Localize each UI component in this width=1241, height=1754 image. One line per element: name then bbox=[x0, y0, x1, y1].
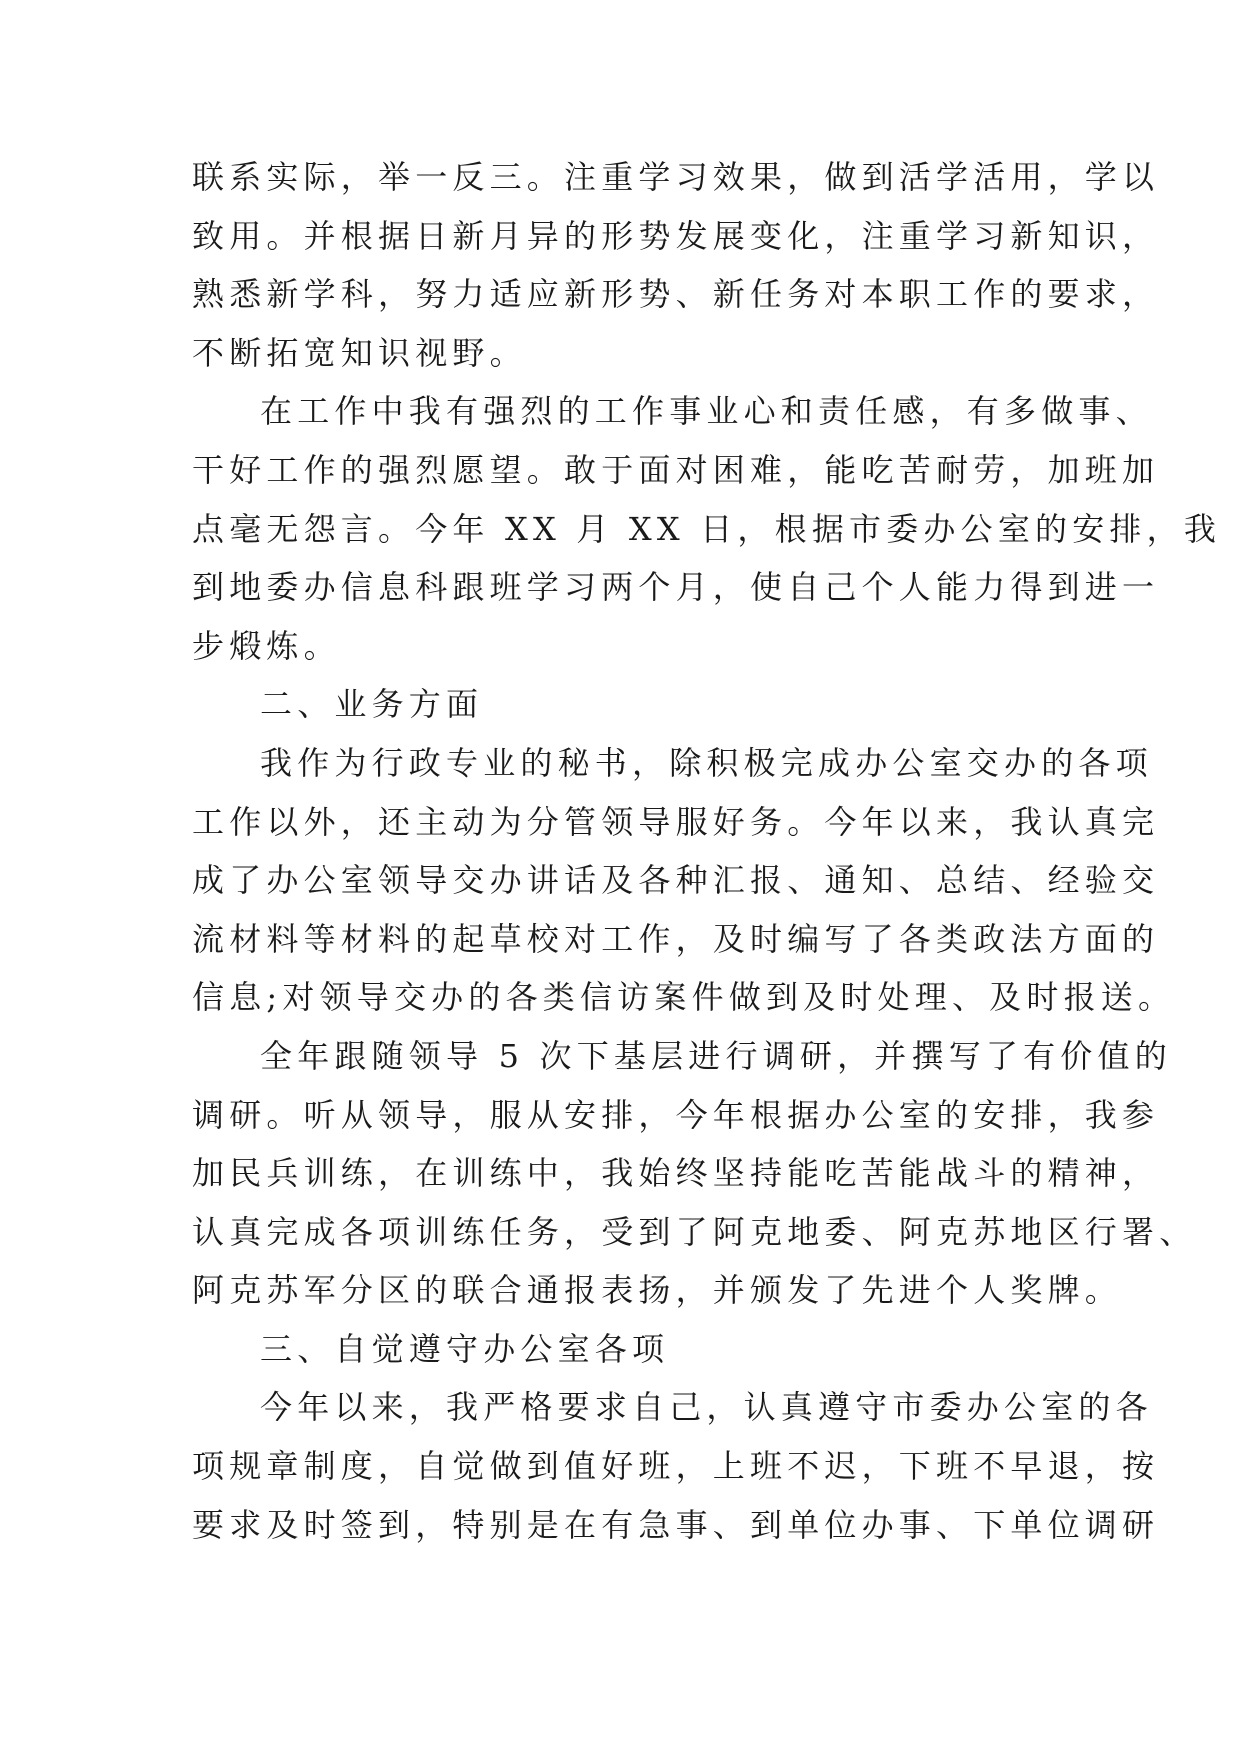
section-heading: 二、业务方面 bbox=[260, 685, 484, 724]
text-line: 到地委办信息科跟班学习两个月，使自己个人能力得到进一 bbox=[192, 568, 1160, 607]
text-line: 认真完成各项训练任务，受到了阿克地委、阿克苏地区行署、 bbox=[192, 1212, 1197, 1251]
text-line: 要求及时签到，特别是在有急事、到单位办事、下单位调研 bbox=[192, 1505, 1160, 1544]
text-line: 联系实际，举一反三。注重学习效果，做到活学活用，学以 bbox=[192, 158, 1160, 196]
text-line: 流材料等材料的起草校对工作，及时编写了各类政法方面的 bbox=[192, 919, 1160, 958]
text-line: 干好工作的强烈愿望。敢于面对困难，能吃苦耐劳，加班加 bbox=[192, 450, 1160, 489]
text-line: 加民兵训练，在训练中，我始终坚持能吃苦能战斗的精神， bbox=[192, 1154, 1160, 1193]
paragraph-start-line: 今年以来，我严格要求自己，认真遵守市委办公室的各 bbox=[260, 1388, 1153, 1427]
paragraph-start-line: 在工作中我有强烈的工作事业心和责任感，有多做事、 bbox=[260, 392, 1153, 431]
text-line: 点毫无怨言。今年 XX 月 XX 日，根据市委办公室的安排，我 bbox=[192, 509, 1222, 548]
text-line: 致用。并根据日新月异的形势发展变化，注重学习新知识， bbox=[192, 216, 1160, 255]
text-line: 不断拓宽知识视野。 bbox=[192, 333, 527, 372]
paragraph-start-line: 我作为行政专业的秘书，除积极完成办公室交办的各项 bbox=[260, 743, 1153, 782]
text-line: 熟悉新学科，努力适应新形势、新任务对本职工作的要求， bbox=[192, 275, 1160, 314]
text-line: 成了办公室领导交办讲话及各种汇报、通知、总结、经验交 bbox=[192, 861, 1160, 900]
text-line: 调研。听从领导，服从安排，今年根据办公室的安排，我参 bbox=[192, 1095, 1160, 1134]
text-line: 步煅炼。 bbox=[192, 626, 341, 665]
text-line: 项规章制度，自觉做到值好班，上班不迟，下班不早退，按 bbox=[192, 1447, 1160, 1486]
document-body bbox=[192, 148, 1222, 1554]
paragraph-start-line: 全年跟随领导 5 次下基层进行调研，并撰写了有价值的 bbox=[260, 1036, 1172, 1075]
text-line: 阿克苏军分区的联合通报表扬，并颁发了先进个人奖牌。 bbox=[192, 1271, 1123, 1310]
section-heading: 三、自觉遵守办公室各项 bbox=[260, 1329, 670, 1368]
text-line: 信息;对领导交办的各类信访案件做到及时处理、及时报送。 bbox=[192, 978, 1176, 1017]
text-line: 工作以外，还主动为分管领导服好务。今年以来，我认真完 bbox=[192, 802, 1160, 841]
